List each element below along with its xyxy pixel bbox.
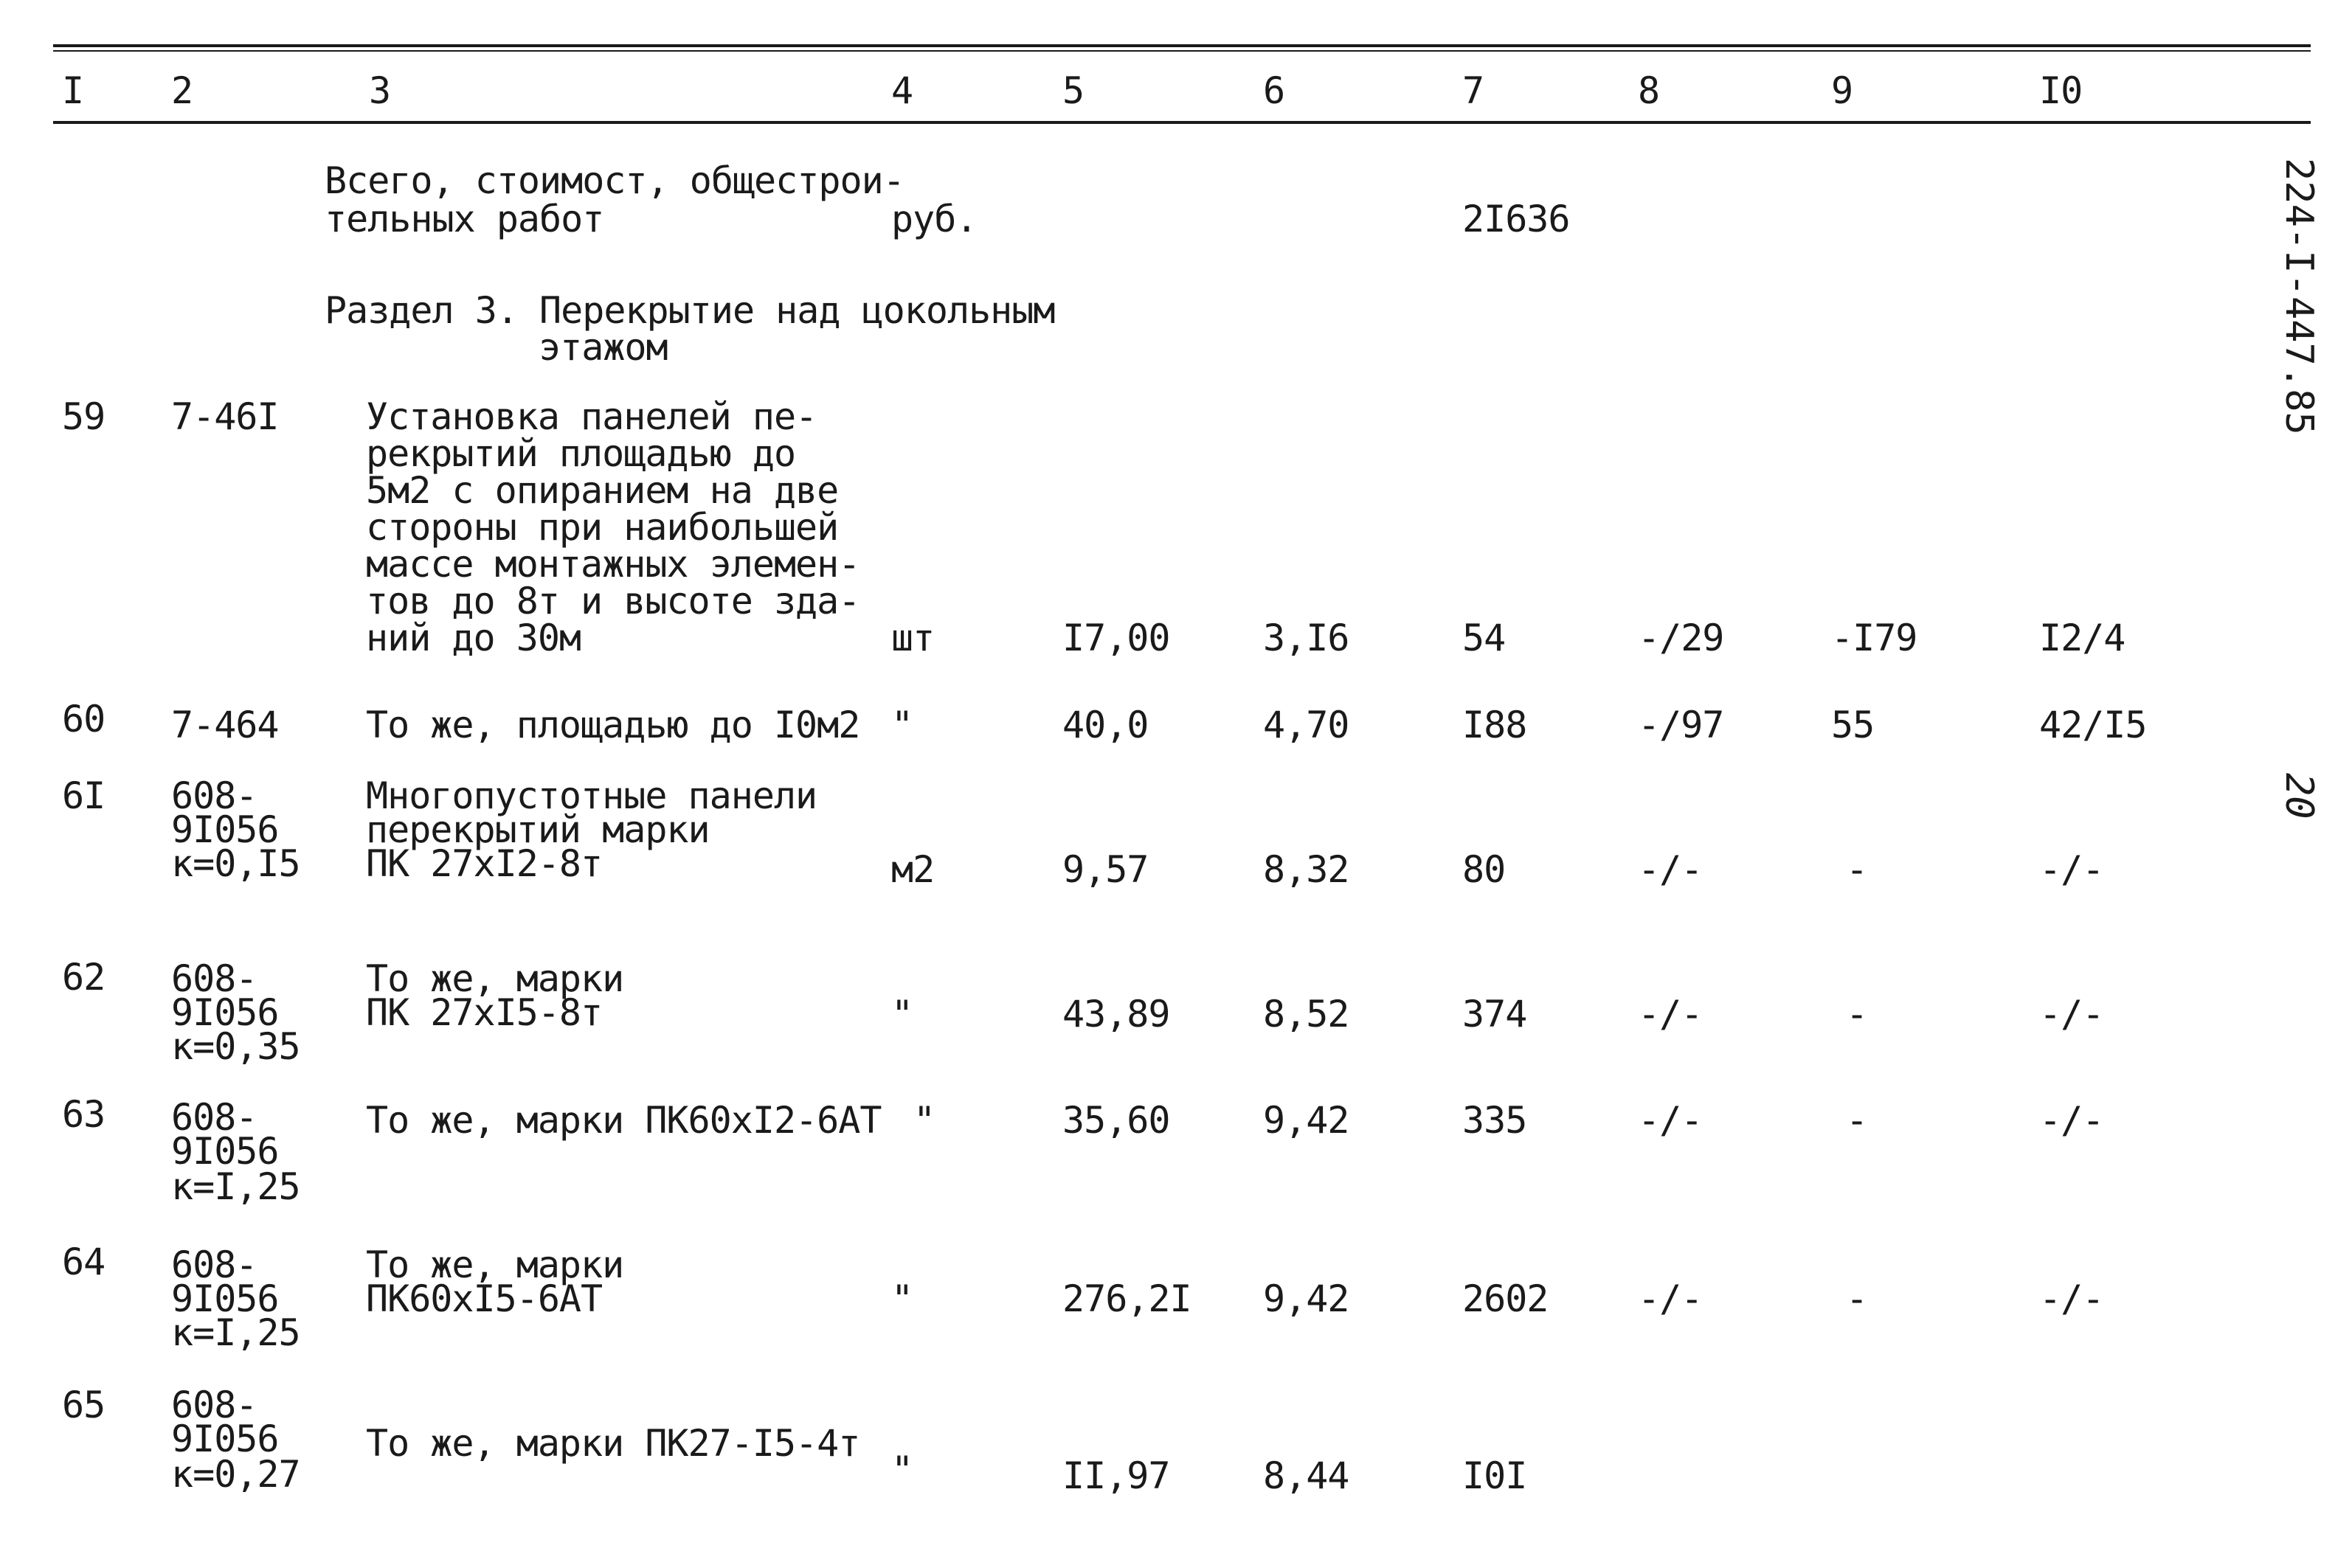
total-label-line1: Всего, стоимост, общестрои- bbox=[325, 159, 905, 202]
row-number: 64 bbox=[62, 1241, 106, 1283]
row-code: к=0,27 bbox=[171, 1453, 300, 1496]
row-code: к=0,35 bbox=[171, 1025, 300, 1068]
row-col-9: - bbox=[1846, 1099, 1868, 1142]
col-header-2: 2 bbox=[171, 69, 193, 112]
row-unit: шт bbox=[891, 617, 935, 659]
row-description: рекрытий площадью до bbox=[366, 432, 796, 475]
row-unit-price: 4,70 bbox=[1263, 704, 1349, 746]
row-unit-price: 9,42 bbox=[1263, 1099, 1349, 1142]
row-col-8: -/- bbox=[1638, 1099, 1703, 1142]
row-unit: " bbox=[891, 1277, 913, 1320]
row-cost: 54 bbox=[1462, 617, 1506, 659]
total-label-line2: тельных работ bbox=[325, 198, 604, 240]
row-col-8: -/- bbox=[1638, 993, 1703, 1035]
row-quantity: I7,00 bbox=[1062, 617, 1170, 659]
row-description: 5м2 с опиранием на две bbox=[366, 469, 839, 512]
row-col-8: -/97 bbox=[1638, 704, 1724, 746]
row-number: 62 bbox=[62, 956, 106, 999]
row-cost: 335 bbox=[1462, 1099, 1527, 1142]
row-unit: м2 bbox=[891, 848, 935, 891]
row-code: 9I056 bbox=[171, 808, 279, 851]
row-col-9: - bbox=[1846, 848, 1868, 891]
row-cost: I88 bbox=[1462, 704, 1527, 746]
row-code: к=I,25 bbox=[171, 1311, 300, 1354]
row-code: 608- bbox=[171, 1096, 257, 1139]
row-description: То же, марки bbox=[366, 1243, 624, 1286]
row-quantity: 276,2I bbox=[1062, 1277, 1191, 1320]
row-quantity: 35,60 bbox=[1062, 1099, 1170, 1142]
row-code: к=I,25 bbox=[171, 1165, 300, 1208]
col-header-8: 8 bbox=[1638, 69, 1660, 112]
col-header-6: 6 bbox=[1263, 69, 1285, 112]
total-unit: руб. bbox=[891, 198, 978, 240]
row-description: То же, марки ПК60хI2-6АТ bbox=[366, 1099, 882, 1142]
row-description: Установка панелей пе- bbox=[366, 395, 817, 438]
row-code: 608- bbox=[171, 957, 257, 1000]
col-header-7: 7 bbox=[1462, 69, 1484, 112]
page-number: 20 bbox=[2277, 773, 2321, 819]
row-col-8: -/- bbox=[1638, 1277, 1703, 1320]
section-title-line2: этажом bbox=[539, 326, 668, 369]
row-description: Многопустотные панели bbox=[366, 774, 817, 817]
row-description: ПК 27хI2-8т bbox=[366, 842, 603, 885]
row-code: 608- bbox=[171, 1384, 257, 1426]
row-description: ПК60хI5-6АТ bbox=[366, 1277, 603, 1320]
section-title-line1: Раздел 3. Перекрытие над цокольным bbox=[325, 289, 1055, 332]
row-code: 9I056 bbox=[171, 1418, 279, 1460]
row-number: 60 bbox=[62, 698, 106, 740]
total-amount: 2I636 bbox=[1462, 198, 1570, 240]
row-unit: " bbox=[891, 704, 913, 746]
header-rule bbox=[53, 121, 2311, 124]
row-col-10: -/- bbox=[2039, 993, 2104, 1035]
top-rule-2 bbox=[53, 50, 2311, 52]
row-cost: 2602 bbox=[1462, 1277, 1549, 1320]
row-description: То же, марки ПК27-I5-4т bbox=[366, 1422, 860, 1465]
row-description: массе монтажных элемен- bbox=[366, 543, 860, 586]
row-col-9: - bbox=[1846, 1277, 1868, 1320]
row-number: 65 bbox=[62, 1384, 106, 1426]
row-col-10: I2/4 bbox=[2039, 617, 2126, 659]
col-header-5: 5 bbox=[1062, 69, 1085, 112]
row-unit-price: 8,44 bbox=[1263, 1454, 1349, 1497]
col-header-3: 3 bbox=[369, 69, 391, 112]
col-header-4: 4 bbox=[891, 69, 913, 112]
row-code: 7-464 bbox=[171, 704, 279, 746]
row-col-10: 42/I5 bbox=[2039, 704, 2147, 746]
row-col-10: -/- bbox=[2039, 848, 2104, 891]
row-unit-price: 3,I6 bbox=[1263, 617, 1349, 659]
row-number: 63 bbox=[62, 1093, 106, 1136]
row-unit: " bbox=[913, 1099, 935, 1142]
row-description: ПК 27хI5-8т bbox=[366, 991, 603, 1034]
row-code: 9I056 bbox=[171, 991, 279, 1034]
col-header-1: I bbox=[62, 69, 84, 112]
col-header-10: I0 bbox=[2039, 69, 2083, 112]
row-cost: 374 bbox=[1462, 993, 1527, 1035]
row-unit-price: 9,42 bbox=[1263, 1277, 1349, 1320]
row-col-9: - bbox=[1846, 993, 1868, 1035]
row-description: перекрытий марки bbox=[366, 808, 710, 851]
row-col-10: -/- bbox=[2039, 1099, 2104, 1142]
row-code: 608- bbox=[171, 774, 257, 817]
row-unit: " bbox=[891, 1449, 913, 1491]
row-quantity: 40,0 bbox=[1062, 704, 1149, 746]
row-code: к=0,I5 bbox=[171, 842, 300, 885]
row-col-8: -/- bbox=[1638, 848, 1703, 891]
row-unit-price: 8,32 bbox=[1263, 848, 1349, 891]
row-description: То же, марки bbox=[366, 957, 624, 1000]
row-cost: 80 bbox=[1462, 848, 1506, 891]
row-col-9: 55 bbox=[1831, 704, 1875, 746]
row-code: 7-46I bbox=[171, 395, 279, 438]
row-quantity: II,97 bbox=[1062, 1454, 1170, 1497]
row-description: тов до 8т и высоте зда- bbox=[366, 580, 860, 622]
col-header-9: 9 bbox=[1831, 69, 1853, 112]
row-description: То же, площадью до I0м2 bbox=[366, 704, 860, 746]
row-col-9: -I79 bbox=[1831, 617, 1917, 659]
row-code: 608- bbox=[171, 1243, 257, 1286]
row-code: 9I056 bbox=[171, 1277, 279, 1320]
row-unit: " bbox=[891, 993, 913, 1035]
row-number: 59 bbox=[62, 395, 106, 438]
row-col-10: -/- bbox=[2039, 1277, 2104, 1320]
row-unit-price: 8,52 bbox=[1263, 993, 1349, 1035]
row-quantity: 43,89 bbox=[1062, 993, 1170, 1035]
row-code: 9I056 bbox=[171, 1130, 279, 1173]
row-description: стороны при наибольшей bbox=[366, 506, 839, 549]
row-quantity: 9,57 bbox=[1062, 848, 1149, 891]
top-rule bbox=[53, 44, 2311, 47]
document-code: 224-I-447.85 bbox=[2277, 158, 2321, 435]
row-number: 6I bbox=[62, 774, 106, 817]
row-col-8: -/29 bbox=[1638, 617, 1724, 659]
row-cost: I0I bbox=[1462, 1454, 1527, 1497]
row-description: ний до 30м bbox=[366, 617, 581, 659]
